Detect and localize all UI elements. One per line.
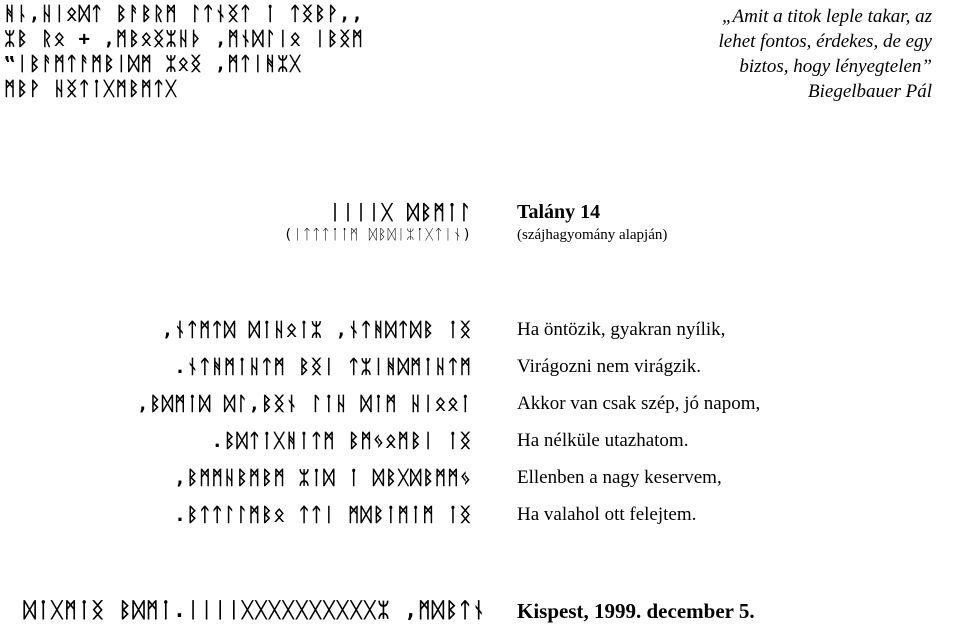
title-runic-block [284, 200, 472, 246]
poem-runic-line: ,ᚾᛏᛗᛏᛞ ᛞᛙᚺᛟᛙᛯ ,ᚾᛏᚻᛞᛏᛞᛒ ᛙᛝ [161, 319, 472, 341]
header-runic-line: ‟ᛁᛒᚨᛗᛏᚨᛗᛒᛁᛞᛗ ᛯᛟᛝ ,ᛗᛏᛁᚻᛯᚷ [4, 53, 302, 75]
footer-latin-date: Kispest, 1999. december 5. [517, 599, 755, 623]
header-runic-block [4, 2, 364, 102]
poem-runic-line: .ᛒᛏᛏᛚᛚᛗᛒᛟ ᛏᛏᛁ ᛗᛞᛒᛙᛗᛙᛗ ᛙᛝ [174, 504, 472, 526]
title-runic-subtitle: (ᛁᛏᛏᛏᛙᛙᛗ ᛞᛒᛞᛁᛯᛙᚷᛏᛁᚾ) [283, 227, 472, 243]
quote-line: biztos, hogy lényegtelen” [739, 56, 932, 77]
quote-line: „Amit a titok leple takar, az [721, 6, 932, 27]
poem-latin-line: Ha nélküle utazhatom. [517, 430, 689, 451]
poem-runic-line: ,ᛒᛗᛗᚺᛒᛗᛒᛗ ᛯᛙᛞ ᛙ ᛞᛒᚷᛞᛒᛗᛗᛃ [174, 467, 472, 489]
poem-runic-block [137, 317, 472, 539]
poem-latin-line: Akkor van csak szép, jó napom, [517, 393, 761, 414]
title-latin-subtitle: (szájhagyomány alapján) [517, 227, 668, 243]
header-quote-block [719, 4, 933, 104]
footer-runic-date: ᛞᛙᚷᛗᛙᛝ ᛒᛞᛗᛙ.ᛁᛁᛁᛁᚷᚷᚷᚷᚷᚷᚷᚷᚷᚷᛯ ,ᛗᛞᛒᛏᚾ [23, 598, 486, 622]
poem-runic-line: ,ᛒᛞᛗᛙᛞ ᛞᛚ,ᛒᛝᚾ ᛚᛙᚺ ᛞᛙᛗ ᚺᛁᛟᛟᛙ [136, 393, 472, 415]
poem-latin-line: Ellenben a nagy keservem, [517, 467, 722, 488]
title-latin: Talány 14 [517, 201, 601, 223]
quote-line: lehet fontos, érdekes, de egy [718, 31, 932, 52]
poem-latin-line: Virágozni nem virágzik. [517, 356, 702, 377]
title-runic: ᛁᛁᛁᛁᚷ ᛞᛒᛗᛙᛚ [328, 200, 472, 224]
poem-runic-line: .ᛒᛞᛏᛙᚷᚻᛙᛏᛗ ᛒᛗᛃᛟᛗᛒᛁ ᛙᛝ [211, 430, 472, 452]
poem-latin-line: Ha valahol ott felejtem. [517, 504, 697, 525]
header-runic-line: ᛯᛒ ᚱᛟ + ,ᛗᛒᛟᛝᛯᚺᚦ ,ᛗᚾᛞᛚᛁᛟ ᛁᛒᛝᛗ [4, 28, 364, 50]
quote-author: Biegelbauer Pál [808, 81, 932, 102]
poem-runic-line: .ᚾᛏᚻᛗᛙᚺᛏᛗ ᛒᛝᛁ ᛏᛯᛁᚻᛞᛗᛙᚺᛏᛗ [174, 356, 472, 378]
poem-latin-block [517, 317, 760, 539]
poem-latin-line: Ha öntözik, gyakran nyílik, [517, 319, 726, 340]
title-latin-block [517, 200, 667, 246]
header-runic-line: ᚻᚿ,ᚺᛁᛟᛞᛏ ᛒᚨᛒᚱᛗ ᛚᛏᚾᛝᛏ ᛙ ᛏᛝᛒᚹ‚‚ [4, 3, 364, 25]
header-runic-line: ᛗᛒᚹ ᚺᛝᛏᛙᚷᛗᛒᛗᛏᚷ [4, 78, 178, 100]
